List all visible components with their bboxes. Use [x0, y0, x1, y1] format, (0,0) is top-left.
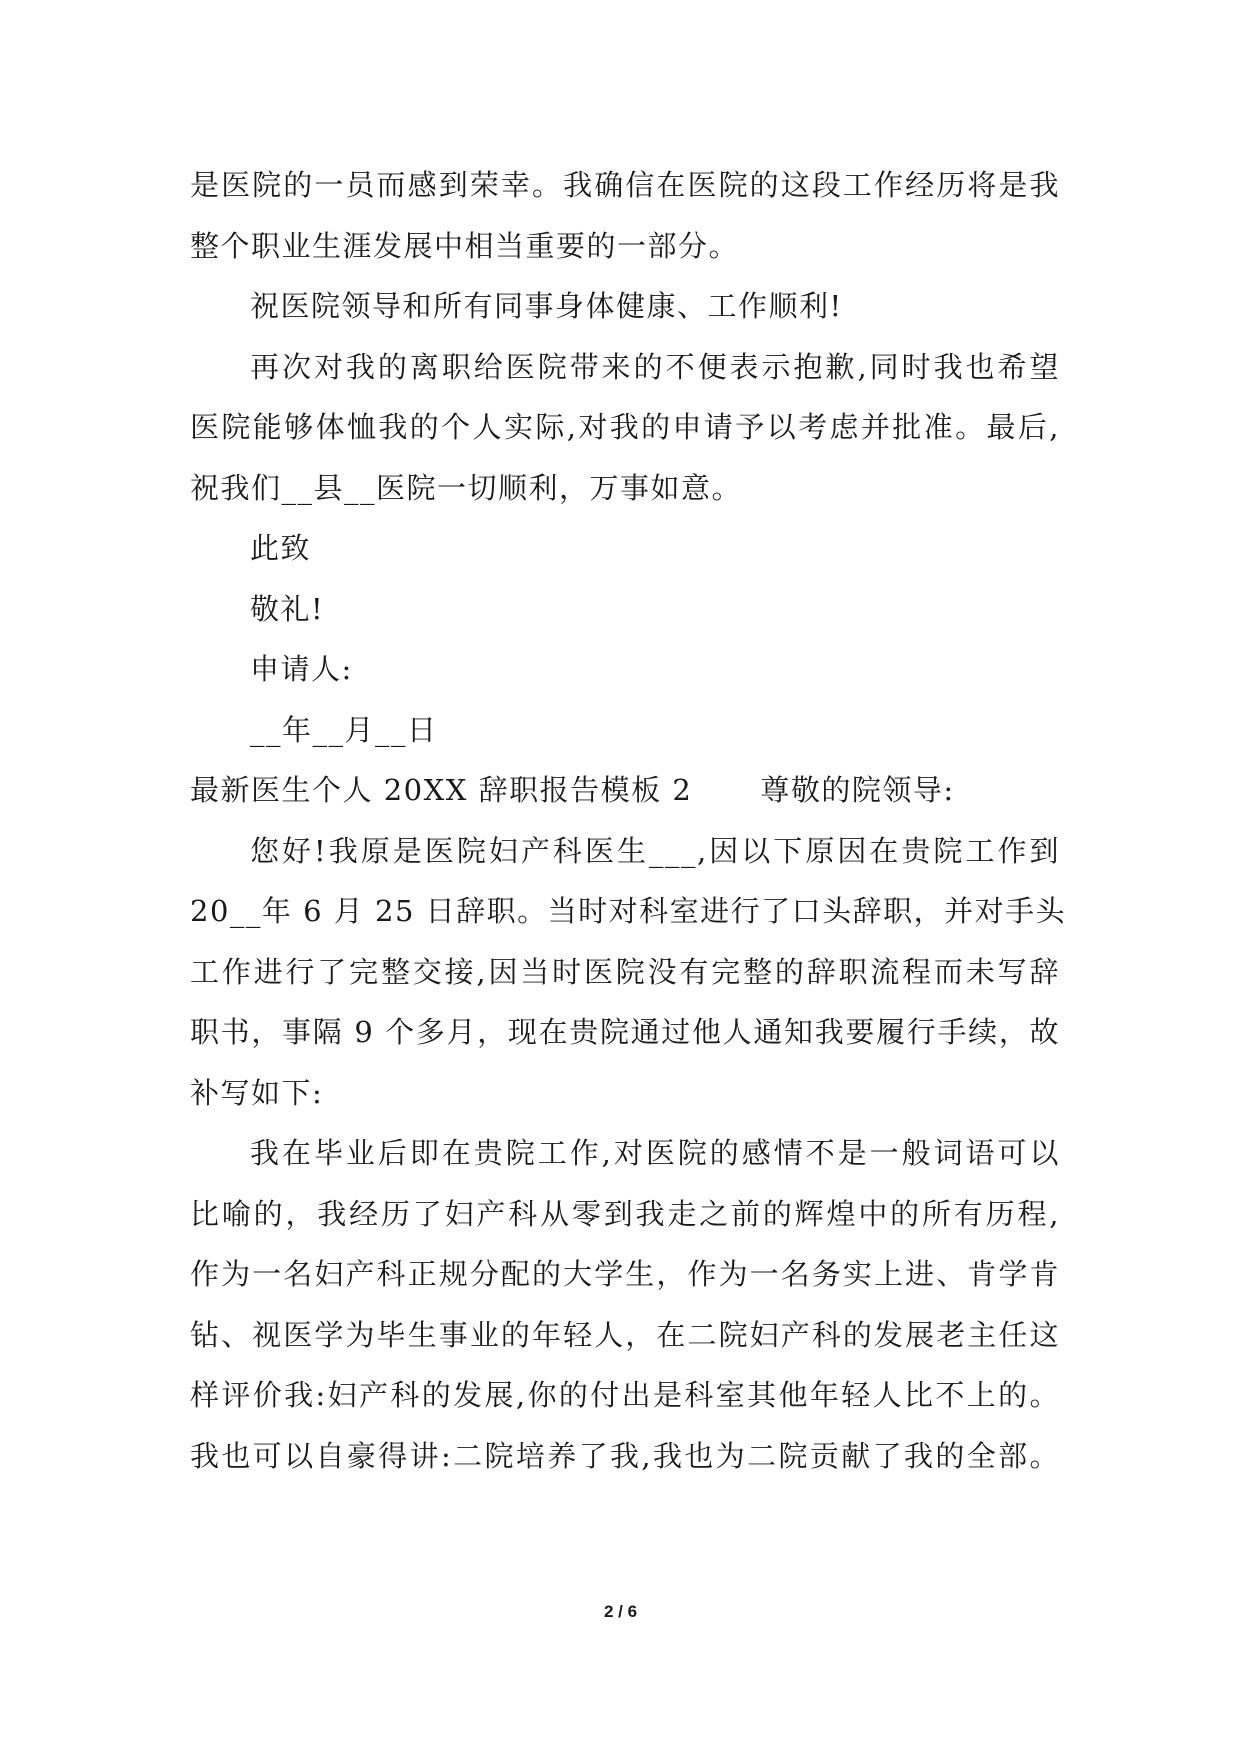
section-title: 最新医生个人 20XX 辞职报告模板 2: [190, 773, 693, 807]
paragraph-line: 祝我们__县__医院一切顺利，万事如意。: [190, 470, 743, 505]
paragraph-line: 工作进行了完整交接,因当时医院没有完整的辞职流程而未写辞: [190, 954, 1060, 989]
page-number: 2 / 6: [603, 1602, 638, 1621]
paragraph-line: 样评价我:妇产科的发展,你的付出是科室其他年轻人比不上的。: [190, 1378, 1060, 1412]
paragraph-line: 补写如下:: [190, 1075, 324, 1110]
paragraph-line: 钻、视医学为毕生事业的年轻人，在二院妇产科的发展老主任这: [190, 1317, 1060, 1352]
paragraph-line: 是医院的一员而感到荣幸。我确信在医院的这段工作经历将是我: [190, 168, 1060, 202]
paragraph-line: 比喻的，我经历了妇产科从零到我走之前的辉煌中的所有历程,: [190, 1196, 1060, 1231]
paragraph-line: 医院能够体恤我的个人实际,对我的申请予以考虑并批准。最后,: [190, 410, 1060, 444]
paragraph-line: 作为一名妇产科正规分配的大学生，作为一名务实上进、肯学肯: [190, 1257, 1060, 1291]
paragraph-line: 整个职业生涯发展中相当重要的一部分。: [190, 228, 740, 263]
document-body: [190, 155, 1067, 1486]
date-line: __年__月__日: [250, 712, 438, 747]
paragraph-line: 您好!我原是医院妇产科医生___,因以下原因在贵院工作到: [250, 833, 1060, 868]
applicant-label: 申请人:: [250, 652, 353, 686]
paragraph-line: 祝医院领导和所有同事身体健康、工作顺利!: [250, 289, 843, 323]
section-heading-line: [190, 760, 1060, 821]
closing-regards: 敬礼!: [250, 591, 325, 626]
paragraph-line: 20__年 6 月 25 日辞职。当时对科室进行了口头辞职，并对手头: [190, 894, 1067, 928]
closing-salutation: 此致: [250, 531, 312, 565]
paragraph-line: 我也可以自豪得讲:二院培养了我,我也为二院贡献了我的全部。: [190, 1438, 1060, 1473]
letter-greeting: 尊敬的院领导:: [760, 773, 955, 807]
paragraph-line: 职书，事隔 9 个多月，现在贵院通过他人通知我要履行手续，故: [190, 1015, 1060, 1049]
paragraph-line: 再次对我的离职给医院带来的不便表示抱歉,同时我也希望: [250, 349, 1060, 384]
paragraph-line: 我在毕业后即在贵院工作,对医院的感情不是一般词语可以: [250, 1136, 1060, 1170]
